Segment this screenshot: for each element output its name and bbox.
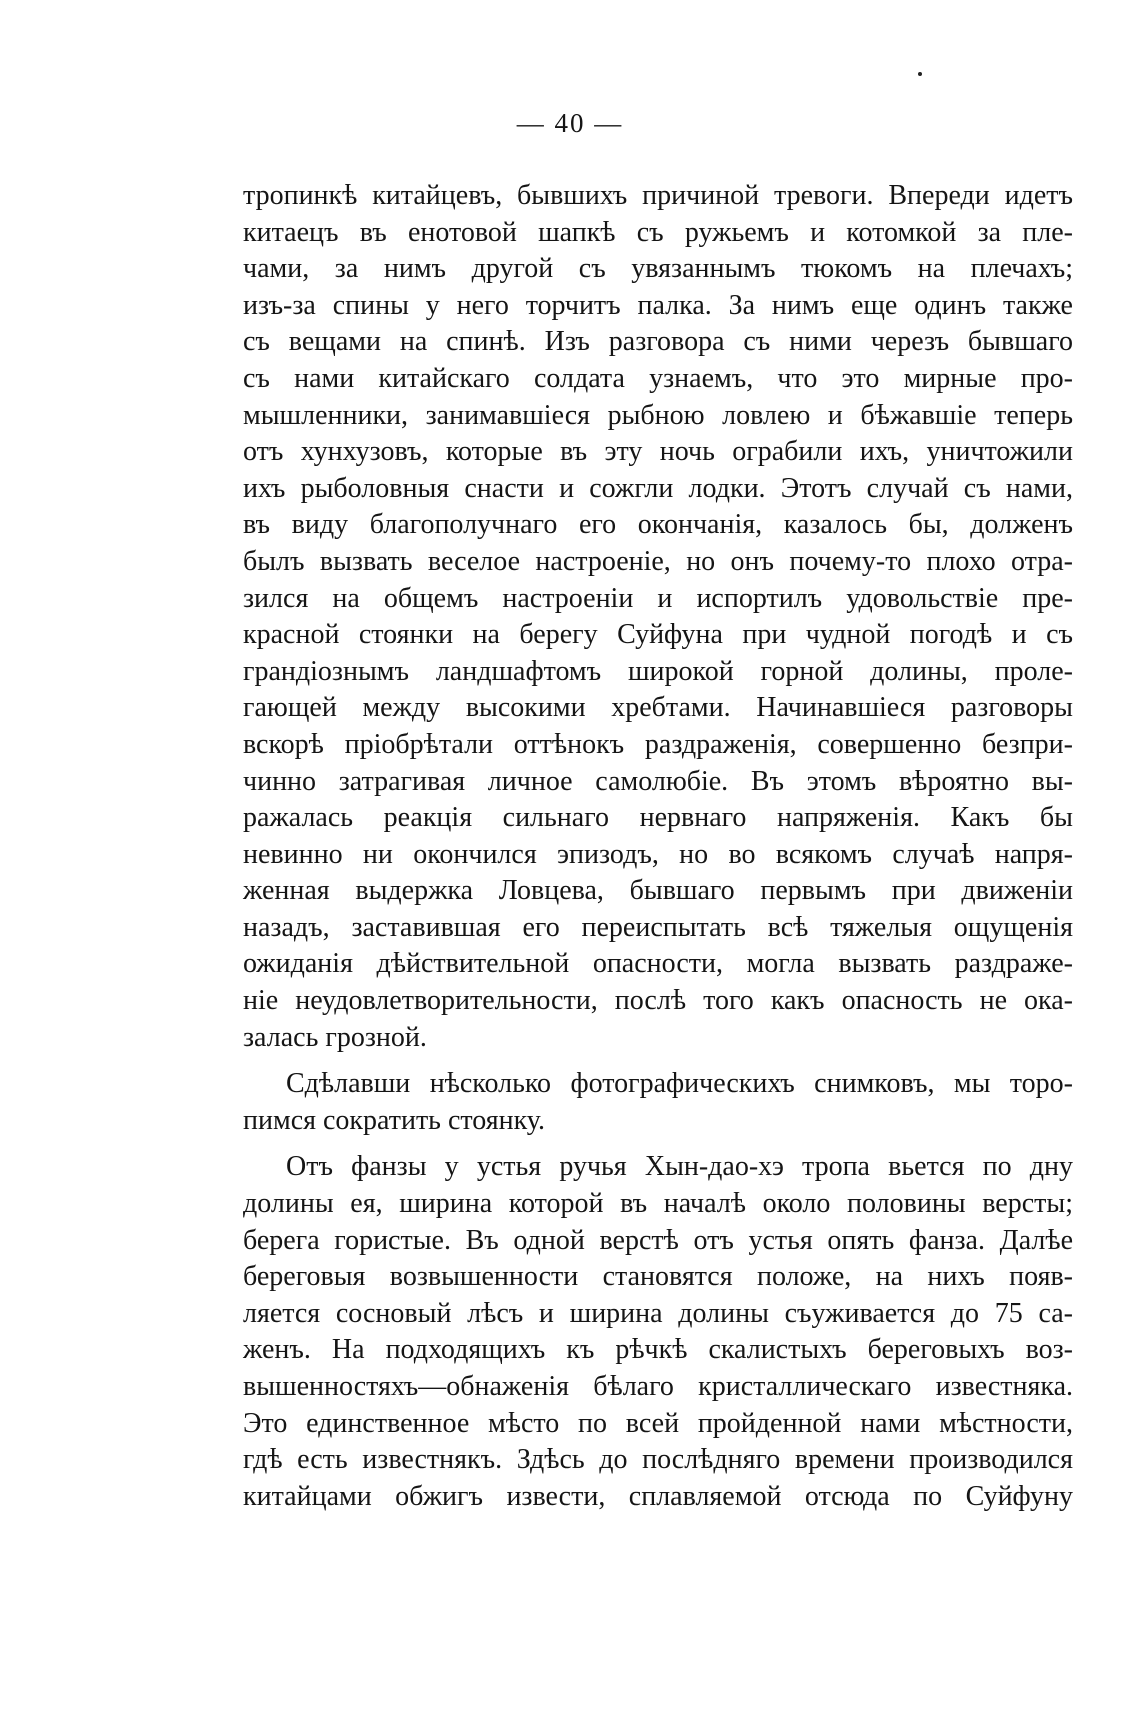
text-line: пимся сократить стоянку. (243, 1104, 545, 1136)
text-line: въ виду благополучнаго его окончанія, казалось бы, долженъ (243, 509, 1073, 541)
text-line: ніе неудовлетворительности, послѣ того какъ опасность не ока- (243, 985, 1073, 1017)
text-line: женная выдержка Ловцева, бывшаго первымъ при движеніи (243, 875, 1073, 907)
text-line: ляется сосновый лѣсъ и ширина долины съуживается до 75 са- (243, 1297, 1073, 1329)
text-line: женъ. На подходящихъ къ рѣчкѣ скалистыхъ береговыхъ воз- (243, 1334, 1073, 1366)
text-line: вышенностяхъ—обнаженія бѣлаго кристаллическаго известняка. (243, 1371, 1073, 1402)
text-line: тропинкѣ китайцевъ, бывшихъ причиной тревоги. Впереди идетъ (243, 180, 1073, 211)
text-line: Сдѣлавши нѣсколько фотографическихъ снимковъ, мы торо- (286, 1068, 1073, 1100)
text-line: гающей между высокими хребтами. Начинавшіеся разговоры (243, 692, 1073, 724)
text-line: невинно ни окончился эпизодъ, но во всякомъ случаѣ напря- (243, 838, 1073, 870)
page-number: — 40 — (516, 108, 624, 138)
text-line: зился на общемъ настроеніи и испортилъ удовольствіе пре- (243, 582, 1073, 614)
text-line: залась грозной. (243, 1021, 427, 1053)
text-line: ражалась реакція сильнаго нервнаго напряженія. Какъ бы (243, 802, 1073, 834)
paragraph-2 (243, 1066, 1073, 1139)
text-line: чами, за нимъ другой съ увязаннымъ тюкомъ на плечахъ; (243, 253, 1073, 285)
text-line: ожиданія дѣйствительной опасности, могла вызвать раздраже- (243, 948, 1073, 980)
text-line: береговыя возвышенности становятся положе, на нихъ появ- (243, 1261, 1073, 1293)
text-line: Это единственное мѣсто по всей пройденной нами мѣстности, (243, 1407, 1073, 1439)
text-line: изъ-за спины у него торчитъ палка. За нимъ еще одинъ также (243, 289, 1073, 321)
text-line: съ нами китайскаго солдата узнаемъ, что это мирные про- (243, 362, 1073, 394)
text-line: вскорѣ пріобрѣтали оттѣнокъ раздраженія, совершенно безпри- (243, 728, 1073, 760)
paragraph-3 (243, 1149, 1073, 1515)
print-speck (918, 72, 922, 76)
text-line: назадъ, заставившая его переиспытать всѣ тяжелыя ощущенія (243, 911, 1073, 943)
text-line: грандіознымъ ландшафтомъ широкой горной долины, проле- (243, 655, 1073, 687)
text-line: былъ вызвать веселое настроеніе, но онъ почему-то плохо отра- (243, 545, 1073, 577)
text-line: Отъ фанзы у устья ручья Хын-дао-хэ тропа вьется по дну (286, 1151, 1073, 1183)
text-line: ихъ рыболовныя снасти и сожгли лодки. Этотъ случай съ нами, (243, 472, 1073, 504)
text-line: китайцами обжигъ извести, сплавляемой отсюда по Суйфуну (243, 1480, 1073, 1512)
page-body (243, 178, 1073, 1515)
text-line: долины ея, ширина которой въ началѣ около половины версты; (243, 1188, 1073, 1220)
text-line: берега гористые. Въ одной верстѣ отъ устья опять фанза. Далѣе (243, 1224, 1073, 1256)
text-line: съ вещами на спинѣ. Изъ разговора съ ними черезъ бывшаго (243, 326, 1073, 358)
text-line: отъ хунхузовъ, которые въ эту ночь ограбили ихъ, уничтожили (243, 436, 1073, 468)
text-line: чинно затрагивая личное самолюбіе. Въ этомъ вѣроятно вы- (243, 765, 1073, 797)
text-line: китаецъ въ енотовой шапкѣ съ ружьемъ и котомкой за пле- (243, 216, 1073, 248)
text-line: красной стоянки на берегу Суйфуна при чудной погодѣ и съ (243, 619, 1073, 651)
text-line: гдѣ есть известнякъ. Здѣсь до послѣдняго времени производился (243, 1444, 1073, 1476)
text-line: мышленники, занимавшіеся рыбною ловлею и бѣжавшіе теперь (243, 399, 1073, 431)
paragraph-1 (243, 178, 1073, 1056)
